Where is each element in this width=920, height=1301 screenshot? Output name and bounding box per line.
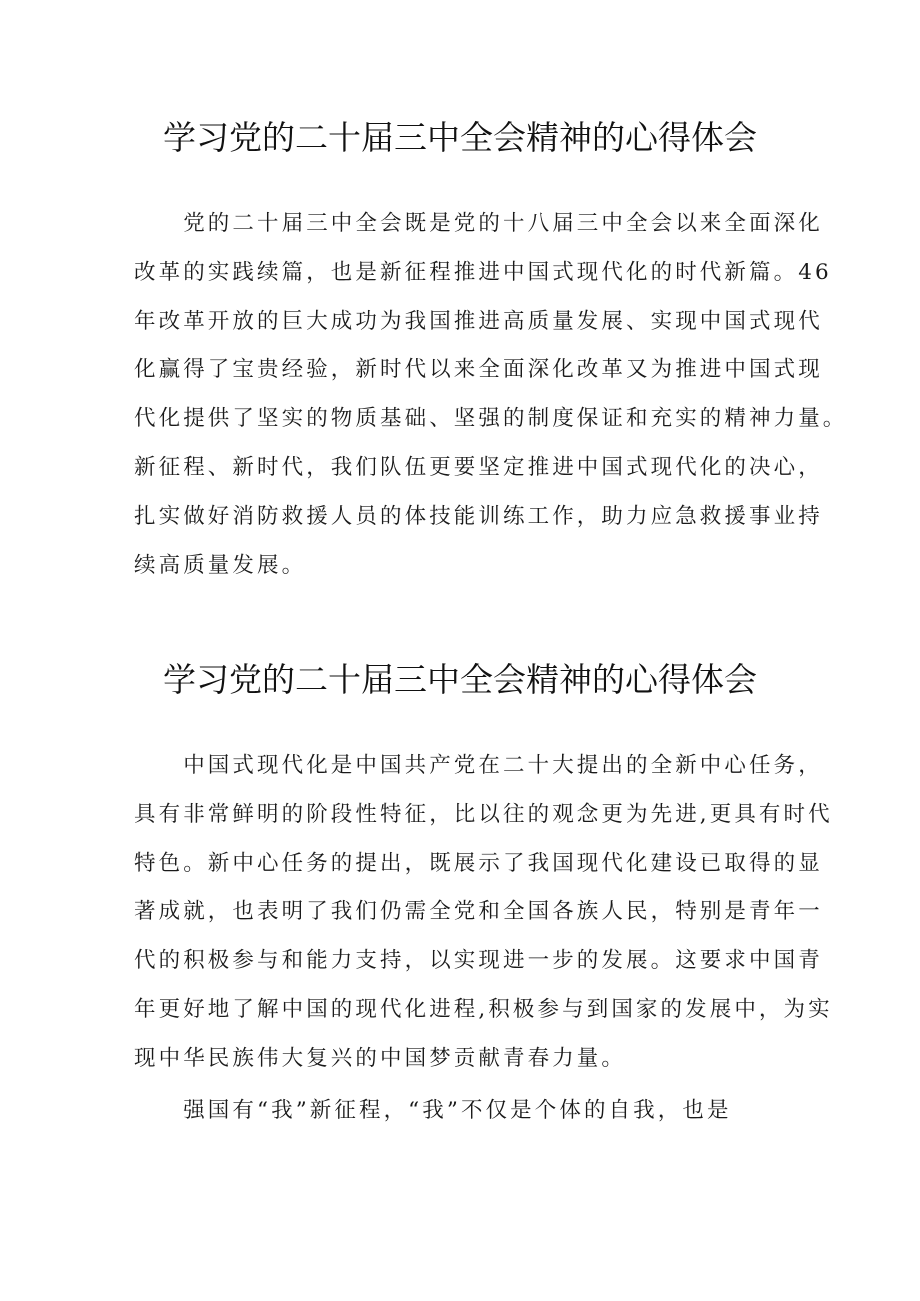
section-title: 学习党的二十届三中全会精神的心得体会 <box>163 118 757 157</box>
paragraph-line: 中国式现代化是中国共产党在二十大提出的全新中心任务， <box>134 753 823 778</box>
paragraph-line: 代化提供了坚实的物质基础、坚强的制度保证和充实的精神力量。 <box>134 406 848 432</box>
paragraph <box>134 742 833 1084</box>
paragraph-line: 续高质量发展。 <box>134 552 307 578</box>
paragraph <box>134 200 848 590</box>
paragraph-line: 现中华民族伟大复兴的中国梦贡献青春力量。 <box>134 1045 627 1071</box>
paragraph-line: 扎实做好消防救援人员的体技能训练工作，助力应急救援事业持 <box>134 503 823 529</box>
section-title: 学习党的二十届三中全会精神的心得体会 <box>163 660 757 699</box>
paragraph-line: 化赢得了宝贵经验，新时代以来全面深化改革又为推进中国式现 <box>134 357 823 383</box>
paragraph <box>134 1087 794 1136</box>
paragraph-line: 著成就，也表明了我们仍需全党和全国各族人民，特别是青年一 <box>134 899 823 925</box>
paragraph-line: 特色。新中心任务的提出，既展示了我国现代化建设已取得的显 <box>134 850 823 876</box>
paragraph-line: 代的积极参与和能力支持，以实现进一步的发展。这要求中国青 <box>134 948 823 974</box>
paragraph-line: 强国有“我”新征程，“我”不仅是个体的自我，也是 <box>134 1098 732 1123</box>
paragraph-line: 具有非常鲜明的阶段性特征，比以往的观念更为先进,更具有时代 <box>134 801 833 827</box>
paragraph-line: 改革的实践续篇，也是新征程推进中国式现代化的时代新篇。46 <box>134 259 832 285</box>
paragraph-line: 党的二十届三中全会既是党的十八届三中全会以来全面深化 <box>134 211 823 236</box>
paragraph-line: 年改革开放的巨大成功为我国推进高质量发展、实现中国式现代 <box>134 308 823 334</box>
paragraph-line: 新征程、新时代，我们队伍更要坚定推进中国式现代化的决心， <box>134 454 823 480</box>
paragraph-line: 年更好地了解中国的现代化进程,积极参与到国家的发展中，为实 <box>134 996 833 1022</box>
